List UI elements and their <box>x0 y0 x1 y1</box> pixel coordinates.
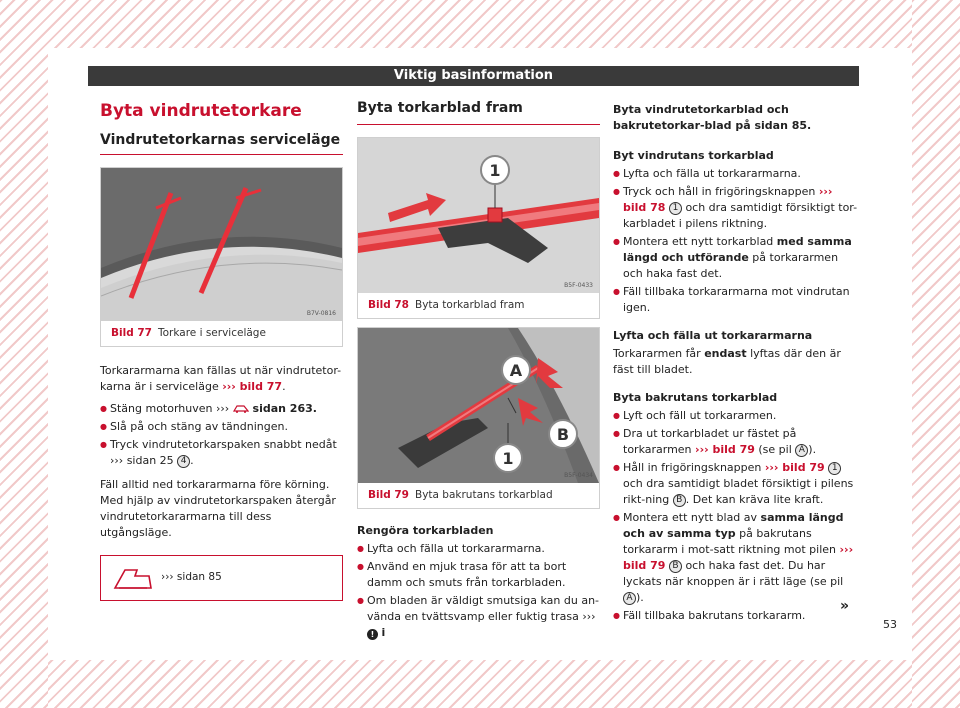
list-item: ● Fäll tillbaka bakrutans torkararm. <box>613 608 859 624</box>
subsection-title: Rengöra torkarbladen <box>357 524 494 537</box>
figure-reference[interactable]: ››› bild 77 <box>222 380 283 393</box>
paragraph: Fäll alltid ned torkararmarna före körning. Med hjälp av vindrutetorkarspaken återgår vindrutetorkararmarna till dess utgångsläge. <box>100 478 336 539</box>
figure-caption <box>358 483 599 508</box>
reference-text: ››› sidan 85 <box>161 571 222 583</box>
decorative-border-bottom <box>0 660 960 708</box>
list-item: ● Stäng motorhuven ››› sidan 263. <box>100 401 343 417</box>
section-title: Byta torkarblad fram <box>357 100 600 125</box>
reference-box[interactable] <box>100 555 343 601</box>
list-item: ● Lyfta och fälla ut torkararmarna. <box>357 541 600 557</box>
figure-reference[interactable]: ››› bild 79 <box>695 443 755 456</box>
subsection-title: Lyfta och fälla ut torkararmarna <box>613 329 813 342</box>
callout-marker-a: A <box>509 361 523 380</box>
decorative-border-top <box>0 0 960 48</box>
list-item: ● Lyft och fäll ut torkararmen. <box>613 408 859 424</box>
list-item: ● Fäll tillbaka torkararmarna mot vindrutan igen. <box>613 284 859 316</box>
continue-arrow: » <box>840 598 850 614</box>
section-subtitle: Vindrutetorkarnas serviceläge <box>100 132 343 155</box>
figure-caption-text: Byta bakrutans torkarblad <box>415 489 553 501</box>
list-item: ● Dra ut torkarbladet ur fästet på torkararmen ››› bild 79 (se pil A ). <box>613 426 859 458</box>
figure-77-image <box>101 168 342 321</box>
figure-reference[interactable]: ››› bild 79 <box>764 461 825 474</box>
figure-caption <box>358 293 599 318</box>
section-header: Viktig basinformation <box>88 66 859 86</box>
page-number: 53 <box>883 618 897 631</box>
list-item: ● Lyfta och fälla ut torkararmarna. <box>613 166 859 182</box>
callout-letter: B <box>669 560 682 573</box>
page-reference[interactable]: sidan 263. <box>248 402 317 415</box>
figure-caption-text: Torkare i serviceläge <box>158 327 266 339</box>
car-hood-icon <box>233 402 249 412</box>
front-wiper-blade-illustration <box>358 138 599 293</box>
paragraph: Torkararmen får endast lyftas där den är fäst till bladet. <box>613 347 841 376</box>
callout-number: 1 <box>828 462 841 475</box>
figure-label: Bild 77 <box>111 327 152 339</box>
list-item: ● Montera ett nytt blad av samma längd och av samma typ på bakrutans torkararm i mot-satt riktning mot pilen ››› bild 79 B och haka fast det. Du har lyckats när knoppen är i rätt läge (se pil A ). <box>613 510 859 606</box>
callout-letter: A <box>795 444 808 457</box>
figure-code: B5F-0434 <box>564 472 593 479</box>
callout-number: 4 <box>177 455 190 468</box>
figure-78-image <box>358 138 599 293</box>
subsection-title: Byta bakrutans torkarblad <box>613 391 778 404</box>
subsection-title: Byt vindrutans torkarblad <box>613 149 774 162</box>
list-item: ● Håll in frigöringsknappen ››› bild 79 1 och dra samtidigt bladet försiktigt i pilens rikt-ning B . Det kan kräva lite kraft. <box>613 460 859 508</box>
figure-caption <box>101 321 342 346</box>
intro-text: Byta vindrutetorkarblad och bakrutetorkar-blad på sidan 85. <box>613 103 812 132</box>
list-item: ● Tryck vindrutetorkarspaken snabbt nedåt ››› sidan 25 4 . <box>100 437 343 469</box>
callout-number: 1 <box>669 202 682 215</box>
callout-marker-b: B <box>556 425 570 444</box>
list-item: ● Tryck och håll in frigöringsknappen ››› bild 78 1 och dra samtidigt försiktigt tor-karbladet i pilens riktning. <box>613 184 859 232</box>
figure-label: Bild 78 <box>368 299 409 311</box>
paragraph: Torkararmarna kan fällas ut när vindrutetor-karna är i serviceläge ››› bild 77. <box>100 364 342 393</box>
figure-code: B5F-0433 <box>564 282 593 289</box>
list-item: ● Om bladen är väldigt smutsiga kan du an-vända en tvättsvamp eller fuktig trasa ››› ! i <box>357 593 600 641</box>
figure-code: B7V-0816 <box>306 310 336 317</box>
figure-79 <box>357 327 600 509</box>
figure-reference[interactable]: ››› bild 78 <box>623 185 833 214</box>
column-1 <box>100 100 343 601</box>
figure-label: Bild 79 <box>368 489 409 501</box>
callout-letter: A <box>623 592 636 605</box>
figure-reference[interactable]: ››› bild 79 <box>623 543 854 572</box>
callout-marker-1: 1 <box>502 449 514 468</box>
windshield-wipers-illustration <box>101 168 342 321</box>
callout-letter: B <box>673 494 686 507</box>
list-item: ● Montera ett nytt torkarblad med samma längd och utförande på torkararmen och haka fast det. <box>613 234 859 282</box>
list-item: ● Använd en mjuk trasa för att ta bort damm och smuts från torkarbladen. <box>357 559 600 591</box>
list-item: ● Slå på och stäng av tändningen. <box>100 419 343 435</box>
column-3 <box>613 100 859 624</box>
figure-78 <box>357 137 600 319</box>
callout-marker-1: 1 <box>489 161 501 180</box>
book-icon <box>113 566 153 596</box>
warning-icon: ! <box>367 629 378 640</box>
figure-77 <box>100 167 343 347</box>
decorative-border-right <box>912 0 960 708</box>
page-title: Byta vindrutetorkare <box>100 101 302 121</box>
figure-79-image <box>358 328 599 483</box>
rear-wiper-blade-illustration <box>358 328 599 483</box>
decorative-border-left <box>0 0 48 708</box>
column-2 <box>357 100 600 641</box>
figure-caption-text: Byta torkarblad fram <box>415 299 525 311</box>
